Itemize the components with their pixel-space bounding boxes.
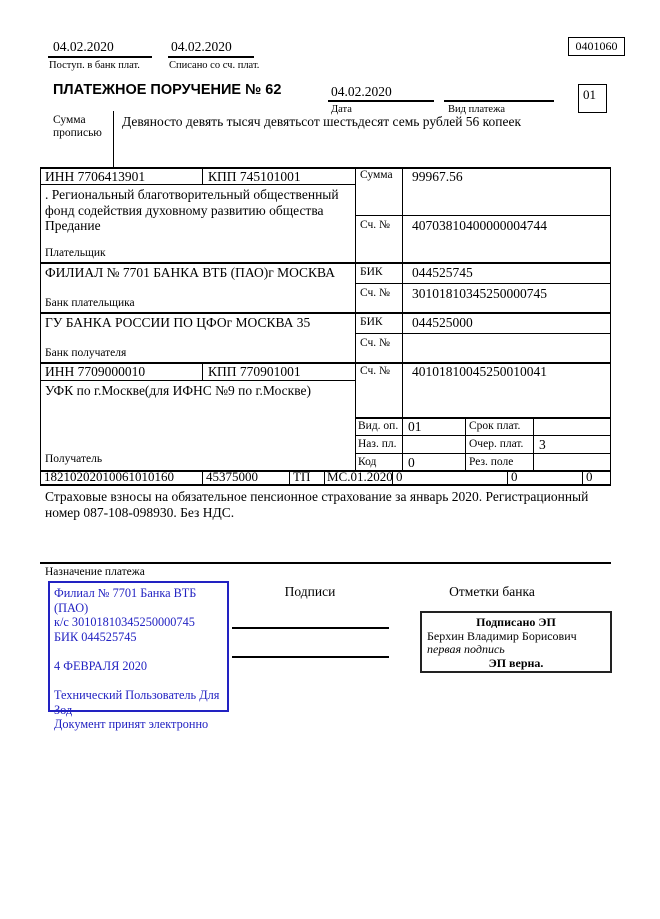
receiver-name: УФК по г.Москве(для ИФНС №9 по г.Москве) (45, 383, 311, 398)
received-date-label: Поступ. в банк плат. (49, 60, 140, 71)
purpose-text: Страховые взносы на обязательное пенсионное страхование за январь 2020. Регистрационный номер 087-108-098930. Без НДС. (45, 489, 589, 520)
ep-signer-name: Берхин Владимир Борисович (427, 628, 577, 643)
stamp-line: Документ принят электронно (54, 717, 209, 732)
minitable-row1-border (355, 435, 611, 436)
tax-cell-type: 0 (586, 469, 593, 484)
payer-kpp: КПП 745101001 (208, 169, 301, 184)
ep-signed-label: Подписано ЭП (476, 615, 556, 629)
reserve-field-label: Рез. поле (469, 456, 514, 468)
payer-bank-account-label: Сч. № (360, 287, 391, 299)
minitable-divider-2 (533, 417, 534, 471)
label-column-divider (402, 167, 403, 471)
amount-words-label: Сумма прописью (53, 114, 102, 140)
payer-inn: ИНН 7706413901 (45, 169, 146, 184)
due-date-label: Срок плат. (469, 420, 521, 432)
payer-bank-bik-border (355, 283, 611, 284)
amount-words-divider (113, 111, 114, 167)
receiver-bank-bik-label: БИК (360, 316, 383, 328)
stamp-line (54, 644, 223, 659)
tax-divider-3 (324, 470, 325, 484)
table-border-left (40, 167, 41, 486)
payer-bank-bik: 044525745 (412, 265, 473, 280)
debited-date: 04.02.2020 (171, 39, 232, 54)
date-underline (328, 100, 434, 102)
payment-type-label: Вид платежа (448, 104, 506, 115)
tax-divider-6 (582, 470, 583, 484)
debited-date-label: Списано со сч. плат. (169, 60, 260, 71)
amount-words: Девяносто девять тысяч девятьсот шестьдесят семь рублей 56 копеек (122, 114, 522, 129)
minitable-divider-1 (465, 417, 466, 471)
order-value: 3 (539, 437, 546, 452)
stamp-line: БИК 044525745 (54, 629, 137, 644)
ep-verified: ЭП верна. (488, 655, 544, 670)
amount-label: Сумма (360, 169, 393, 181)
payer-account-label: Сч. № (360, 219, 391, 231)
status-code-box: 01 (578, 84, 607, 113)
received-date-underline (48, 56, 152, 58)
payer-bank-section-label: Банк плательщика (45, 297, 135, 309)
tax-cell-kbk: 18210202010061010160 (44, 469, 174, 484)
stamp-line: 4 ФЕВРАЛЯ 2020 (54, 658, 148, 673)
payer-bank-bik-label: БИК (360, 266, 383, 278)
tax-cell-date: 0 (511, 469, 518, 484)
receiver-account-label: Сч. № (360, 365, 391, 377)
tax-cell-number: 0 (396, 469, 403, 484)
op-type-value: 01 (408, 419, 422, 434)
receiver-inn: ИНН 7709000010 (45, 364, 146, 379)
payer-bank-name: ФИЛИАЛ № 7701 БАНКА ВТБ (ПАО)г МОСКВА (45, 265, 335, 280)
receiver-section-label: Получатель (45, 453, 103, 465)
minitable-top-border (355, 417, 611, 419)
ep-signature-kind: первая подпись (427, 642, 505, 656)
payer-name: . Региональный благотворительный общественный фонд содействия духовному развитию общества Предание (45, 187, 339, 234)
minitable-row2-border (355, 453, 611, 454)
tax-divider-1 (202, 470, 203, 484)
payer-account: 40703810400000004744 (412, 218, 547, 233)
amount-cell-border (355, 215, 611, 216)
bank-marks-header: Отметки банка (449, 584, 535, 599)
date-label: Дата (331, 104, 352, 115)
payer-section-label: Плательщик (45, 247, 106, 259)
stamp-line: Технический Пользователь Для Зод (54, 688, 220, 717)
payer-bank-section-border (40, 312, 611, 314)
tax-cell-period: МС.01.2020 (327, 469, 393, 484)
form-code-box: 0401060 (568, 37, 625, 56)
code-label: Код (358, 456, 377, 468)
receiver-bank-bik-border (355, 333, 611, 334)
tax-divider-5 (507, 470, 508, 484)
purpose-underline (40, 562, 611, 564)
stamp-line: Филиал № 7701 Банка ВТБ (ПАО) (54, 586, 197, 615)
op-type-label: Вид. оп. (358, 420, 399, 432)
code-value: 0 (408, 455, 415, 470)
stamp-line: к/с 30101810345250000745 (54, 615, 195, 630)
receiver-inn-kpp-divider (202, 362, 203, 381)
receiver-bank-section-label: Банк получателя (45, 347, 127, 359)
document-title: ПЛАТЕЖНОЕ ПОРУЧЕНИЕ № 62 (53, 82, 282, 98)
debited-date-underline (168, 56, 254, 58)
table-border-right (610, 167, 611, 486)
receiver-bank-bik: 044525000 (412, 315, 473, 330)
payer-bank-account: 30101810345250000745 (412, 286, 547, 301)
signature-line-1 (232, 627, 389, 629)
received-date: 04.02.2020 (53, 39, 114, 54)
amount-value: 99967.56 (412, 169, 463, 184)
ep-stamp-box (420, 611, 612, 673)
tax-divider-2 (289, 470, 290, 484)
payer-section-border (40, 262, 611, 264)
pay-purpose-label: Наз. пл. (358, 438, 397, 450)
order-label: Очер. плат. (469, 438, 524, 450)
receiver-bank-name: ГУ БАНКА РОССИИ ПО ЦФОг МОСКВА 35 (45, 315, 311, 330)
stamp-line (54, 674, 223, 689)
receiver-inn-row-border (40, 380, 355, 381)
payment-type-underline (444, 100, 554, 102)
bank-acceptance-stamp (48, 581, 229, 732)
payer-inn-kpp-divider (202, 167, 203, 185)
document-date: 04.02.2020 (331, 84, 392, 99)
signatures-header: Подписи (284, 584, 336, 599)
tax-cell-basis: ТП (293, 469, 311, 484)
receiver-bank-account-label: Сч. № (360, 337, 391, 349)
receiver-account: 40101810045250010041 (412, 364, 547, 379)
main-column-divider (355, 167, 356, 471)
tax-cell-oktmo: 45375000 (206, 469, 258, 484)
purpose-label: Назначение платежа (45, 566, 145, 578)
signature-line-2 (232, 656, 389, 658)
receiver-kpp: КПП 770901001 (208, 364, 301, 379)
